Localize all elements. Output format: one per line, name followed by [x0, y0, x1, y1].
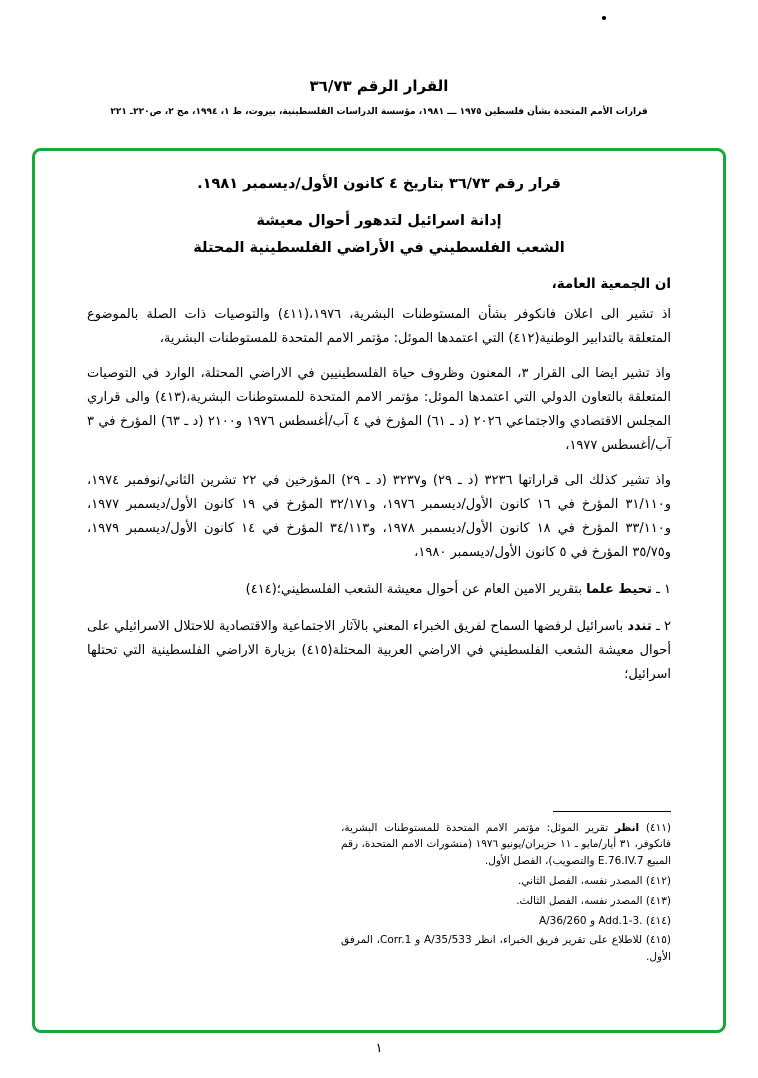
operative-item-2-text: باسرائيل لرفضها السماح لفريق الخبراء المعني بالآثار الاجتماعية والاقتصادية للاحتلال الاسرائيلي على أحوال معيشة الشعب الفلسطيني في الاراضي العربية المحتلة(٤١٥) بزيارة الاراضي الفلسطينية التي تحتلها اسرائيل؛	[87, 619, 671, 683]
preamble-paragraph-3: واذ تشير كذلك الى قراراتها ٣٢٣٦ (د ـ ٢٩) و٣٢٣٧ (د ـ ٢٩) المؤرخين في ٢٢ تشرين الثاني/نوفمبر ١٩٧٤، و٣١/١١٠ المؤرخ في ١٦ كانون الأول/ديسمبر ١٩٧٦، و٣٢/١٧١ المؤرخ في ١٩ كانون الأول/ديسمبر ١٩٧٧، و٣٣/١١٠ المؤرخ في ١٨ كانون الأول/ديسمبر ١٩٧٨، و٣٤/١١٣ المؤرخ في ١٤ كانون الأول/ديسمبر ١٩٧٩، و٣٥/٧٥ المؤرخ في ٥ كانون الأول/ديسمبر ١٩٨٠،	[87, 472, 672, 561]
footnote-block	[341, 811, 671, 969]
footnote-413-text: المصدر نفسه، الفصل الثالث.	[516, 894, 643, 907]
footnote-415-text: للاطلاع على تقرير فريق الخبراء، انظر A/35/533 و Corr.1، المرفق الأول.	[341, 934, 671, 964]
footnote-divider	[553, 811, 671, 812]
operative-item-1-number: ١ ـ	[656, 582, 671, 598]
footnote-411	[341, 820, 671, 870]
operative-item-2	[87, 615, 671, 687]
footnote-412	[341, 873, 671, 890]
footnote-412-marker: (٤١٢)	[645, 875, 671, 888]
title-block	[87, 170, 671, 262]
page-number: ١	[375, 1041, 383, 1056]
footnote-412-text: المصدر نفسه، الفصل الثاني.	[518, 875, 643, 888]
operative-item-2-lead: تندد	[627, 619, 652, 635]
title-line-1: قرار رقم ٣٦/٧٣ بتاريخ ٤ كانون الأول/ديسمبر ١٩٨١.	[197, 176, 561, 192]
footnote-413-marker: (٤١٣)	[645, 894, 671, 907]
footnote-411-marker: (٤١١)	[645, 821, 671, 834]
operative-item-2-number: ٢ ـ	[655, 619, 671, 635]
preamble-lead: ان الجمعية العامة،	[551, 275, 671, 292]
title-line-3: الشعب الفلسطيني في الأراضي الفلسطينية المحتلة	[193, 239, 565, 256]
registration-dot	[602, 16, 606, 20]
title-line-2: إدانة اسرائيل لتدهور أحوال معيشة	[256, 213, 502, 229]
footnote-415-marker: (٤١٥)	[645, 934, 672, 947]
operative-item-1-lead: تحيط علما	[586, 582, 652, 598]
operative-item-1-text: بتقرير الامين العام عن أحوال معيشة الشعب الفلسطيني؛(٤١٤)	[245, 582, 582, 598]
footnote-411-text: تقرير الموئل: مؤتمر الامم المتحدة للمستوطنات البشرية، فانكوفر، ٣١ أيار/مايو ـ ١١ حزيران/يونيو ١٩٧٦ (منشورات الامم المتحدة، رقم المبيع E.76.IV.7 والتصويب)، الفصل الأول.	[341, 821, 672, 868]
resolution-number: القرار الرقم ٣٦/٧٣	[309, 77, 449, 95]
source-citation: قرارات الأمم المتحدة بشأن فلسطين ١٩٧٥ ـــ ١٩٨١، مؤسسة الدراسات الفلسطينية، بيروت، ط ١، ١٩٩٤، مج ٢، ص٢٢٠ـ ٢٢١	[110, 107, 648, 117]
footnote-414	[341, 913, 671, 930]
operative-item-1	[87, 578, 671, 602]
preamble-paragraph-2: واذ تشير ايضا الى القرار ٣، المعنون وظروف حياة الفلسطينيين في الاراضي المحتلة، الوارد في التوصيات المتعلقة بالتعاون الدولي التي اعتمدها الموئل: مؤتمر الامم المتحدة للمستوطنات البشرية،(٤١٣) والى قراري المجلس الاقتصادي والاجتماعي ٢٠٢٦ (د ـ ٦١) المؤرخ في ٤ آب/أغسطس ١٩٧٦ و٢١٠٠ (د ـ ٦٣) المؤرخ في ٣ آب/أغسطس ١٩٧٧،	[87, 365, 671, 453]
footnote-411-lead: انظر	[614, 821, 640, 834]
document-body	[52, 170, 706, 1015]
preamble-paragraph-1: اذ تشير الى اعلان فانكوفر بشأن المستوطنات البشرية، ١٩٧٦،(٤١١) والتوصيات ذات الصلة بالموضوع المتعلقة بالتدابير الوطنية(٤١٢) التي اعتمدها الموئل: مؤتمر الامم المتحدة للمستوطنات البشرية،	[87, 306, 672, 346]
footnote-413	[341, 893, 671, 910]
footnote-415	[341, 932, 671, 966]
page-header	[0, 76, 758, 119]
footnote-414-text: A/36/260 و Add.1-3.	[538, 914, 643, 927]
footnote-414-marker: (٤١٤)	[645, 914, 671, 927]
